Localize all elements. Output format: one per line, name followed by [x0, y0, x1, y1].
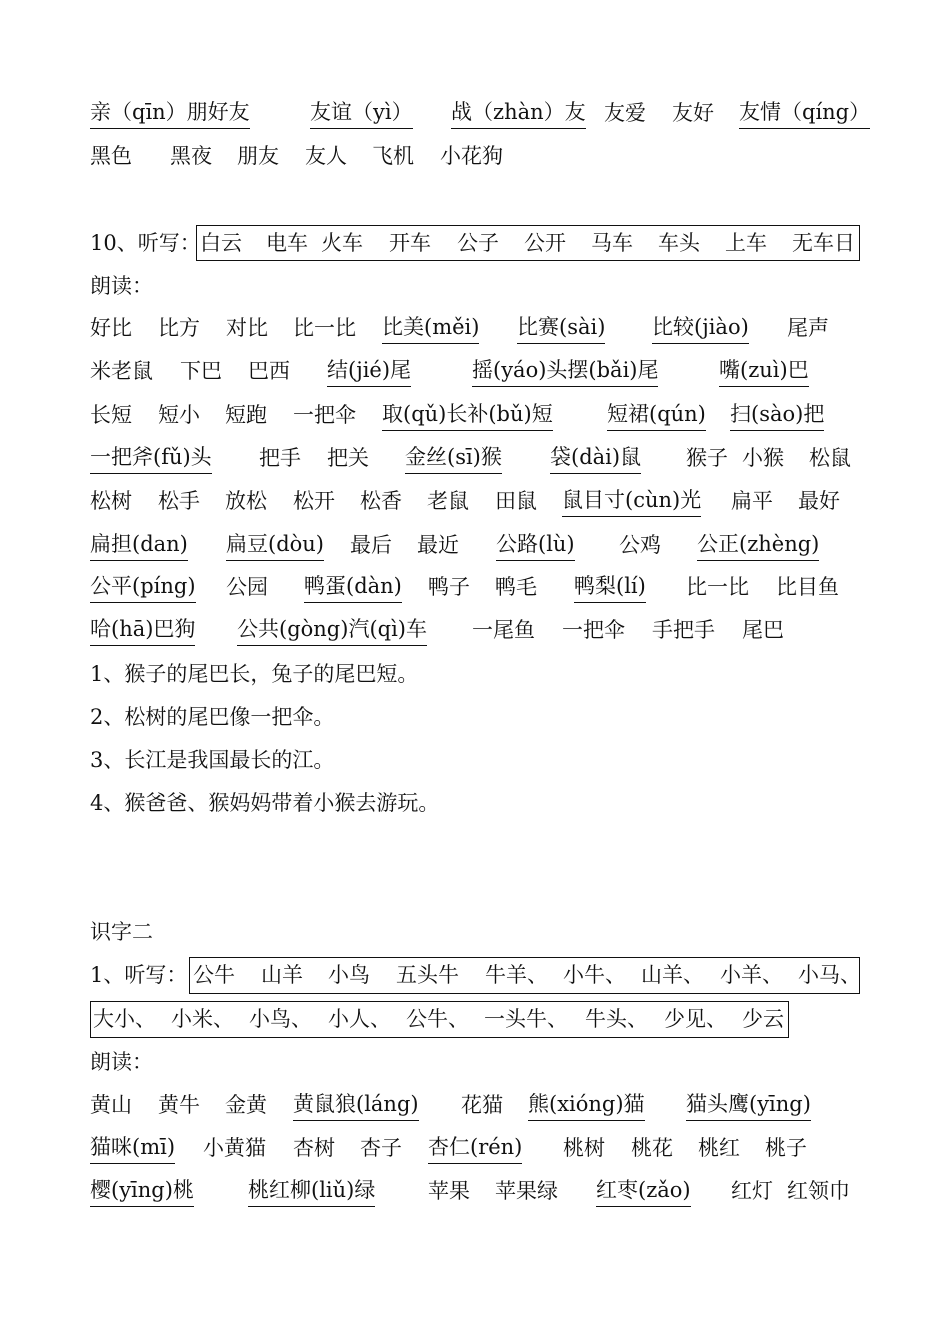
vocab-word: 尾声 — [787, 316, 829, 340]
vocab-word: 小黄猫 — [203, 1136, 266, 1160]
vocab-word: 袋(dài)鼠 — [550, 441, 641, 474]
vocab-word: 比美(měi) — [382, 311, 479, 344]
dictation-box-row-1 — [189, 957, 860, 994]
dictation-word: 电车 — [266, 231, 308, 255]
dictation-word: 无车日 — [792, 231, 855, 255]
vocab-word: 樱(yīng)桃 — [90, 1174, 194, 1207]
dictation-word: 山羊、 — [641, 963, 704, 987]
vocab-word: 公平(píng) — [90, 570, 196, 603]
vocab-word: 尾巴 — [742, 618, 784, 642]
vocab-word: 把关 — [327, 446, 369, 470]
vocab-word: 红领巾 — [787, 1179, 850, 1203]
vocab-word: 鸭子 — [428, 575, 470, 599]
vocab-word: 友谊（yì） — [310, 96, 413, 129]
vocab-word: 摇(yáo)头摆(bǎi)尾 — [472, 354, 658, 387]
vocab-word: 松鼠 — [809, 446, 851, 470]
vocab-word: 巴西 — [248, 359, 290, 383]
dictation-word: 小马、 — [798, 963, 861, 987]
vocab-word: 猫咪(mī) — [90, 1131, 175, 1164]
dictation-word: 公牛 — [193, 963, 235, 987]
dictation-label: 10、听写： — [90, 231, 201, 255]
vocab-word: 战（zhàn）友 — [451, 96, 586, 129]
vocab-word: 公共(gòng)汽(qì)车 — [237, 613, 427, 646]
vocab-word: 桃红柳(liǔ)绿 — [248, 1174, 375, 1207]
read-label: 朗读： — [90, 1050, 153, 1074]
dictation-word: 小米、 — [171, 1007, 234, 1031]
vocab-word: 小花狗 — [440, 144, 503, 168]
dictation-word: 车头 — [658, 231, 700, 255]
vocab-word: 比目鱼 — [776, 575, 839, 599]
vocab-word: 桃树 — [563, 1136, 605, 1160]
vocab-word: 比一比 — [686, 575, 749, 599]
vocab-word: 好比 — [90, 316, 132, 340]
vocab-word: 红枣(zǎo) — [596, 1174, 691, 1207]
vocab-word: 田鼠 — [495, 489, 537, 513]
dictation-word: 一头牛、 — [484, 1007, 568, 1031]
dictation-label: 1、听写： — [90, 963, 188, 987]
dictation-word: 牛头、 — [585, 1007, 648, 1031]
vocab-word: 一尾鱼 — [472, 618, 535, 642]
vocab-word: 扁豆(dòu) — [226, 528, 324, 561]
dictation-word: 马车 — [591, 231, 633, 255]
dictation-word: 小牛、 — [563, 963, 626, 987]
vocab-word: 扫(sào)把 — [730, 398, 824, 431]
vocab-word: 松香 — [360, 489, 402, 513]
vocab-word: 友爱 — [604, 101, 646, 125]
vocab-word: 下巴 — [180, 359, 222, 383]
vocab-word: 对比 — [226, 316, 268, 340]
vocab-word: 桃子 — [765, 1136, 807, 1160]
dictation-word: 牛羊、 — [485, 963, 548, 987]
dictation-word: 少见、 — [664, 1007, 727, 1031]
vocab-word: 嘴(zuì)巴 — [719, 354, 809, 387]
vocab-word: 亲（qīn）朋好友 — [90, 96, 250, 129]
vocab-word: 短裙(qún) — [607, 398, 706, 431]
vocab-word: 飞机 — [372, 144, 414, 168]
vocab-word: 黄山 — [90, 1093, 132, 1117]
vocab-word: 杏仁(rén) — [428, 1131, 522, 1164]
dictation-word: 公开 — [524, 231, 566, 255]
vocab-word: 苹果绿 — [495, 1179, 558, 1203]
vocab-word: 黄牛 — [158, 1093, 200, 1117]
sentence-text: 4、猴爸爸、猴妈妈带着小猴去游玩。 — [90, 791, 440, 815]
vocab-word: 黑色 — [90, 144, 132, 168]
vocab-word: 黑夜 — [170, 144, 212, 168]
dictation-box-row-2 — [90, 1001, 789, 1038]
vocab-word: 松树 — [90, 489, 132, 513]
dictation-word: 大小、 — [93, 1007, 156, 1031]
dictation-box — [196, 225, 860, 261]
vocab-word: 放松 — [225, 489, 267, 513]
dictation-word: 小人、 — [328, 1007, 391, 1031]
vocab-word: 一把伞 — [562, 618, 625, 642]
vocab-word: 熊(xióng)猫 — [528, 1088, 645, 1121]
vocab-word: 结(jié)尾 — [327, 354, 411, 387]
sentence-text: 1、猴子的尾巴长，兔子的尾巴短。 — [90, 662, 419, 686]
sentence-text: 2、松树的尾巴像一把伞。 — [90, 705, 335, 729]
vocab-word: 鸭梨(lí) — [574, 570, 646, 603]
vocab-word: 比赛(sài) — [517, 311, 605, 344]
vocab-word: 杏子 — [360, 1136, 402, 1160]
vocab-word: 红灯 — [731, 1179, 773, 1203]
vocab-word: 米老鼠 — [90, 359, 153, 383]
vocab-word: 黄鼠狼(láng) — [293, 1088, 419, 1121]
dictation-word: 上车 — [725, 231, 767, 255]
vocab-word: 鼠目寸(cùn)光 — [562, 484, 701, 517]
vocab-word: 友好 — [672, 101, 714, 125]
vocab-word: 松手 — [158, 489, 200, 513]
vocab-word: 鸭毛 — [495, 575, 537, 599]
sentence-text: 3、长江是我国最长的江。 — [90, 748, 335, 772]
vocab-word: 杏树 — [293, 1136, 335, 1160]
vocab-word: 扁担(dan) — [90, 528, 188, 561]
vocab-word: 公路(lù) — [496, 528, 575, 561]
read-label: 朗读： — [90, 274, 153, 298]
vocab-word: 松开 — [293, 489, 335, 513]
dictation-word: 公牛、 — [406, 1007, 469, 1031]
vocab-word: 公鸡 — [619, 533, 661, 557]
vocab-word: 苹果 — [428, 1179, 470, 1203]
vocab-word: 猫头鹰(yīng) — [686, 1088, 811, 1121]
vocab-word: 最后 — [350, 533, 392, 557]
dictation-word: 开车 — [389, 231, 431, 255]
vocab-word: 小猴 — [742, 446, 784, 470]
dictation-word: 山羊 — [261, 963, 303, 987]
dictation-word: 少云 — [742, 1007, 784, 1031]
vocab-word: 一把伞 — [293, 403, 356, 427]
vocab-word: 取(qǔ)长补(bǔ)短 — [382, 398, 553, 431]
vocab-word: 花猫 — [461, 1093, 503, 1117]
vocab-word: 友人 — [305, 144, 347, 168]
vocab-word: 把手 — [259, 446, 301, 470]
vocab-word: 哈(hā)巴狗 — [90, 613, 195, 646]
vocab-word: 老鼠 — [427, 489, 469, 513]
dictation-word: 白云 — [200, 231, 242, 255]
vocab-word: 比一比 — [293, 316, 356, 340]
dictation-word: 公子 — [457, 231, 499, 255]
vocab-word: 扁平 — [731, 489, 773, 513]
vocab-word: 一把斧(fǔ)头 — [90, 441, 212, 474]
vocab-word: 短跑 — [225, 403, 267, 427]
vocab-word: 手把手 — [652, 618, 715, 642]
dictation-word: 五头牛 — [396, 963, 459, 987]
vocab-word: 金黄 — [225, 1093, 267, 1117]
vocab-word: 朋友 — [237, 144, 279, 168]
vocab-word: 友情（qíng） — [739, 96, 870, 129]
vocab-word: 公园 — [226, 575, 268, 599]
vocab-word: 最好 — [798, 489, 840, 513]
vocab-word: 桃红 — [698, 1136, 740, 1160]
dictation-word: 小鸟 — [328, 963, 370, 987]
vocab-word: 最近 — [417, 533, 459, 557]
vocab-word: 长短 — [90, 403, 132, 427]
dictation-word: 小羊、 — [720, 963, 783, 987]
vocab-word: 猴子 — [686, 446, 728, 470]
vocab-word: 比方 — [158, 316, 200, 340]
vocab-word: 鸭蛋(dàn) — [304, 570, 402, 603]
vocab-word: 短小 — [158, 403, 200, 427]
dictation-word: 小鸟、 — [249, 1007, 312, 1031]
vocab-word: 金丝(sī)猴 — [405, 441, 502, 474]
dictation-word: 火车 — [321, 231, 363, 255]
vocab-word: 公正(zhèng) — [697, 528, 819, 561]
vocab-word: 比较(jiào) — [652, 311, 749, 344]
vocab-word: 桃花 — [631, 1136, 673, 1160]
section-title-text: 识字二 — [90, 920, 153, 944]
